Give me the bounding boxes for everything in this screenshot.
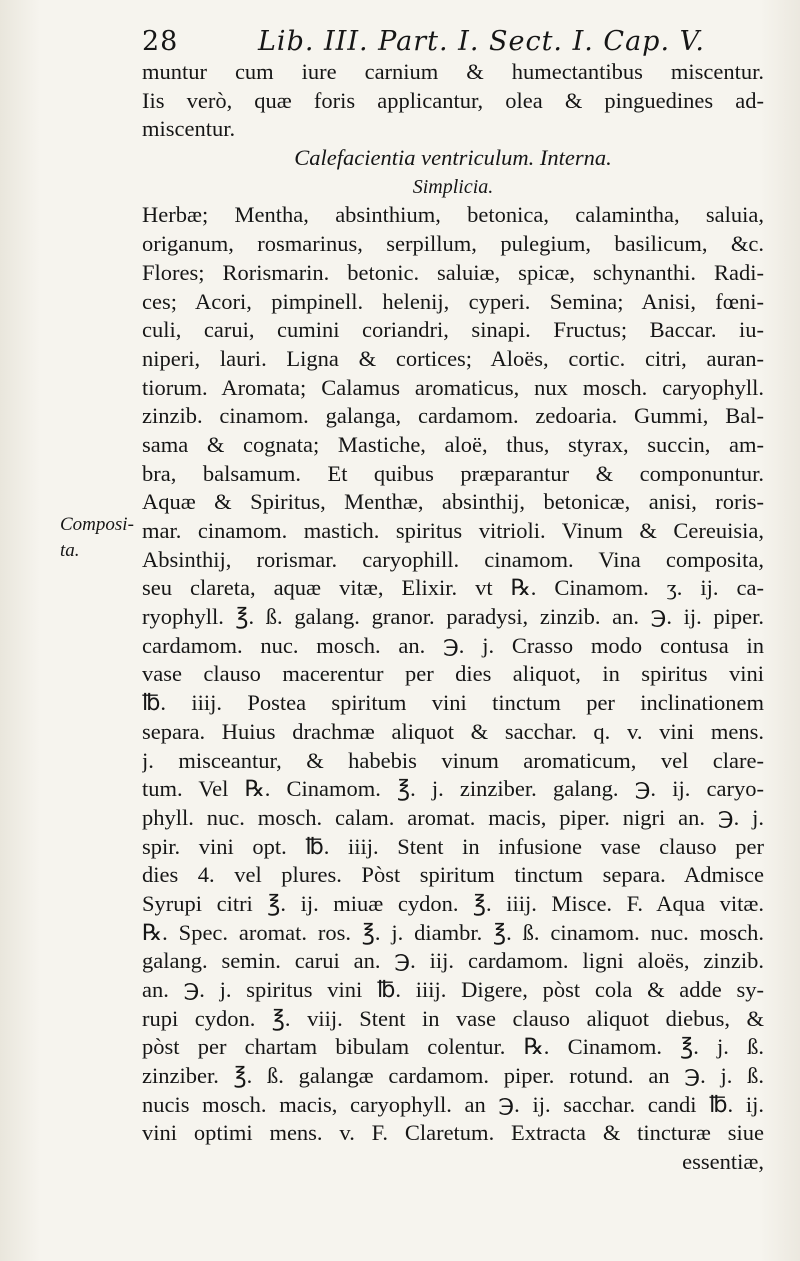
text-line: separa. Huius drachmæ aliquot & sacchar. q. v. vini mens. — [142, 718, 764, 744]
text-line: Syrupi citri ℥. ij. miuæ cydon. ℥. iiij. Misce. F. Aqua vitæ. — [142, 890, 764, 916]
text-line: j. misceantur, & habebis vinum aromaticum, vel clare- — [142, 747, 764, 773]
running-title: Lib. III. Part. I. Sect. I. Cap. V. — [258, 26, 705, 57]
text-line: dies 4. vel plures. Pòst spiritum tinctum separa. Admisce — [142, 862, 764, 888]
catchword: essentiæ, — [682, 1149, 764, 1175]
text-line: zinziber. ℥. ß. galangæ cardamom. piper. rotund. an ℈. j. ß. — [142, 1063, 764, 1089]
text-line: zinzib. cinamom. galanga, cardamom. zedoaria. Gummi, Bal- — [142, 403, 764, 429]
text-line: nucis mosch. macis, caryophyll. an ℈. ij. sacchar. candi ℔. ij. — [142, 1091, 764, 1117]
text-line: vini optimi mens. v. F. Claretum. Extracta & tincturæ siue — [142, 1120, 764, 1146]
text-line: phyll. nuc. mosch. calam. aromat. macis, piper. nigri an. ℈. j. — [142, 804, 764, 830]
text-line: niperi, lauri. Ligna & cortices; Aloës, cortic. citri, auran- — [142, 345, 764, 371]
margin-note-line: Composi- — [60, 514, 134, 535]
text-line: sama & cognata; Mastiche, aloë, thus, styrax, succin, am- — [142, 431, 764, 457]
text-line: vase clauso macerentur per dies aliquot, in spiritus vini — [142, 661, 764, 687]
margin-note — [60, 512, 140, 564]
text-line: seu clareta, aquæ vitæ, Elixir. vt ℞. Cinamom. ʒ. ij. ca- — [142, 575, 764, 601]
margin-note-line: ta. — [60, 540, 80, 561]
text-line: Absinthij, rorismar. caryophill. cinamom. Vina composita, — [142, 546, 764, 572]
text-line: bra, balsamum. Et quibus præparantur & componuntur. — [142, 460, 764, 486]
subsection-heading: Simplicia. — [412, 175, 494, 198]
text-line: ces; Acori, pimpinell. helenij, cyperi. Semina; Anisi, fœni- — [142, 288, 764, 314]
text-line: an. ℈. j. spiritus vini ℔. iiij. Digere, pòst cola & adde sy- — [142, 977, 764, 1002]
page-number: 28 — [142, 26, 179, 57]
text-line: muntur cum iure carnium & humectantibus miscentur. — [142, 59, 764, 84]
text-line: pòst per chartam bibulam colentur. ℞. Cinamom. ℥. j. ß. — [142, 1034, 764, 1060]
text-line: tiorum. Aromata; Calamus aromaticus, nux mosch. caryophyll. — [142, 374, 764, 400]
text-line: galang. semin. carui an. ℈. iij. cardamom. ligni aloës, zinzib. — [142, 948, 764, 974]
text-line: miscentur. — [142, 116, 236, 142]
text-line: origanum, rosmarinus, serpillum, pulegium, basilicum, &c. — [142, 231, 764, 257]
text-line: Aquæ & Spiritus, Menthæ, absinthij, betonicæ, anisi, roris- — [142, 489, 764, 515]
text-line: rupi cydon. ℥. viij. Stent in vase clauso aliquot diebus, & — [142, 1005, 764, 1031]
text-line: ℞. Spec. aromat. ros. ℥. j. diambr. ℥. ß. cinamom. nuc. mosch. — [142, 919, 764, 945]
body-text — [142, 58, 764, 1177]
text-line: ℔. iiij. Postea spiritum vini tinctum per inclinationem — [142, 690, 764, 716]
text-line: mar. cinamom. mastich. spiritus vitrioli. Vinum & Cereuisia, — [142, 518, 764, 543]
text-line: Herbæ; Mentha, absinthium, betonica, calamintha, saluia, — [142, 202, 764, 228]
section-heading: Calefacientia ventriculum. Interna. — [294, 145, 612, 171]
text-line: Flores; Rorismarin. betonic. saluiæ, spicæ, schynanthi. Radi- — [142, 259, 764, 285]
text-line: spir. vini opt. ℔. iiij. Stent in infusione vase clauso per — [142, 833, 764, 859]
text-line: culi, carui, cumini coriandri, sinapi. Fructus; Baccar. iu- — [142, 317, 764, 343]
text-line: cardamom. nuc. mosch. an. ℈. j. Crasso modo contusa in — [142, 632, 764, 658]
text-line: tum. Vel ℞. Cinamom. ℥. j. zinziber. galang. ℈. ij. caryo- — [142, 776, 764, 802]
text-line: Iis verò, quæ foris applicantur, olea & pinguedines ad- — [142, 87, 764, 113]
text-line: ryophyll. ℥. ß. galang. granor. paradysi, zinzib. an. ℈. ij. piper. — [142, 604, 764, 630]
